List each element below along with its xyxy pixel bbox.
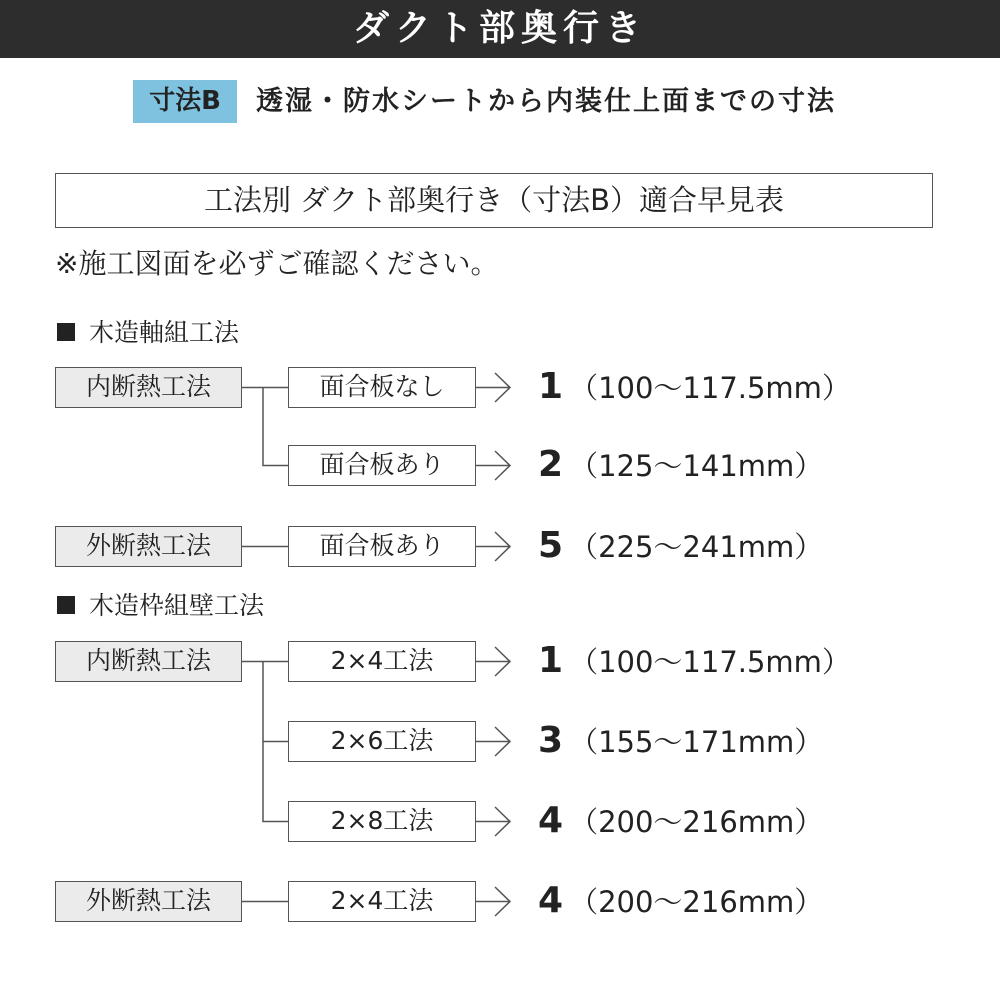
result-range: （155〜171mm） — [569, 725, 824, 759]
result-range: （125〜141mm） — [569, 449, 824, 483]
arrow-right-icon — [476, 727, 510, 756]
method-box-outer-insulation: 外断熱工法 — [55, 881, 242, 922]
section-title-text: 木造枠組壁工法 — [89, 591, 265, 620]
option-box: 面合板なし — [288, 367, 476, 408]
result-number: 4 — [538, 880, 564, 921]
dimension-description: 透湿・防水シートから内装仕上面までの寸法 — [256, 86, 836, 117]
arrow-right-icon — [476, 451, 510, 480]
arrow-right-icon — [476, 647, 510, 676]
result-range: （100〜117.5mm） — [569, 645, 851, 679]
option-box: 面合板あり — [288, 526, 476, 567]
note-text: ※施工図面を必ずご確認ください。 — [55, 247, 499, 280]
result-range: （225〜241mm） — [569, 530, 824, 564]
option-box: 2×4工法 — [288, 881, 476, 922]
dimension-badge: 寸法B — [133, 80, 237, 123]
page-title: ダクト部奥行き — [352, 8, 647, 49]
result-range: （200〜216mm） — [569, 885, 824, 919]
method-box-outer-insulation: 外断熱工法 — [55, 526, 242, 567]
option-box: 2×8工法 — [288, 801, 476, 842]
section-title-text: 木造軸組工法 — [89, 318, 240, 347]
arrow-right-icon — [476, 532, 510, 561]
result-number: 1 — [538, 366, 564, 407]
connector-line — [263, 388, 288, 466]
arrow-right-icon — [476, 807, 510, 836]
result-range: （100〜117.5mm） — [569, 371, 851, 405]
option-box: 2×6工法 — [288, 721, 476, 762]
option-box: 面合板あり — [288, 445, 476, 486]
arrow-right-icon — [476, 887, 510, 916]
result-number: 5 — [538, 525, 564, 566]
result-number: 4 — [538, 800, 564, 841]
arrow-right-icon — [476, 373, 510, 402]
method-box-inner-insulation: 内断熱工法 — [55, 641, 242, 682]
result-range: （200〜216mm） — [569, 805, 824, 839]
result-number: 3 — [538, 720, 564, 761]
table-title: 工法別 ダクト部奥行き（寸法B）適合早見表 — [55, 173, 933, 228]
result-number: 1 — [538, 640, 564, 681]
option-box: 2×4工法 — [288, 641, 476, 682]
result-number: 2 — [538, 444, 564, 485]
method-box-inner-insulation: 内断熱工法 — [55, 367, 242, 408]
